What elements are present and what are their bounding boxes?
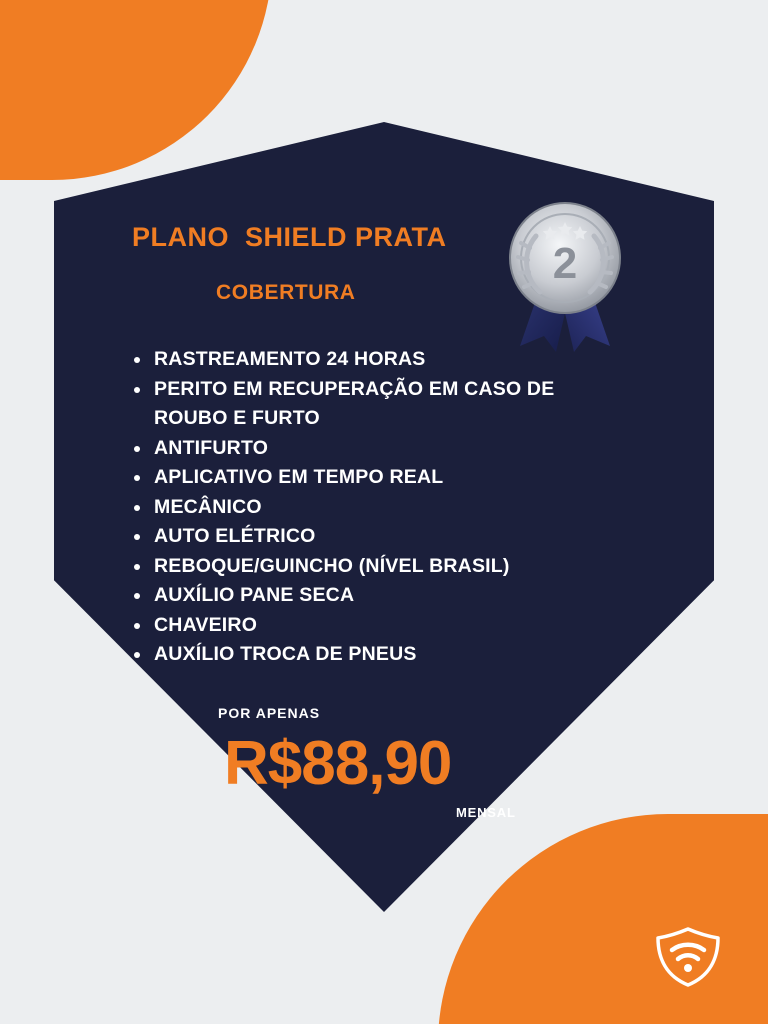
- coverage-title: COBERTURA: [216, 281, 356, 304]
- bullet-icon: [134, 564, 140, 570]
- benefit-label: AUXÍLIO TROCA DE PNEUS: [154, 643, 417, 665]
- benefit-label: APLICATIVO EM TEMPO REAL: [154, 466, 444, 488]
- list-item: [128, 611, 598, 641]
- benefit-label: MECÂNICO: [154, 495, 262, 518]
- price-label: POR APENAS: [218, 705, 321, 721]
- list-item: [128, 463, 598, 493]
- benefits-list: [128, 345, 598, 670]
- medal-number: 2: [552, 239, 578, 288]
- bullet-icon: [134, 446, 140, 452]
- bullet-icon: [134, 475, 140, 481]
- bullet-icon: [134, 623, 140, 629]
- shield-wifi-brand-icon: [652, 926, 724, 988]
- benefit-label: PERITO EM RECUPERAÇÃO EM CASO DE ROUBO E FURTO: [154, 377, 555, 429]
- list-item: [128, 552, 598, 582]
- benefit-label: ANTIFURTO: [154, 436, 269, 459]
- benefit-label: AUXÍLIO PANE SECA: [154, 584, 355, 606]
- bullet-icon: [134, 357, 140, 363]
- bullet-icon: [134, 593, 140, 599]
- bullet-icon: [134, 387, 140, 393]
- list-item: [128, 581, 598, 611]
- list-item: [128, 640, 598, 670]
- benefit-label: CHAVEIRO: [154, 613, 258, 636]
- list-item: [128, 434, 598, 464]
- price-period: MENSAL: [456, 805, 516, 820]
- benefit-label: RASTREAMENTO 24 HORAS: [154, 348, 426, 370]
- silver-medal-icon: [500, 196, 630, 356]
- benefit-label: REBOQUE/GUINCHO (NÍVEL BRASIL): [154, 554, 510, 577]
- price-value: R$88,90: [224, 729, 452, 798]
- benefit-label: AUTO ELÉTRICO: [154, 525, 316, 547]
- plan-title: PLANO SHIELD PRATA: [132, 222, 447, 252]
- list-item: [128, 493, 598, 523]
- list-item: [128, 522, 598, 552]
- bullet-icon: [134, 652, 140, 658]
- bullet-icon: [134, 534, 140, 540]
- list-item: [128, 345, 598, 375]
- bullet-icon: [134, 505, 140, 511]
- list-item: [128, 375, 598, 434]
